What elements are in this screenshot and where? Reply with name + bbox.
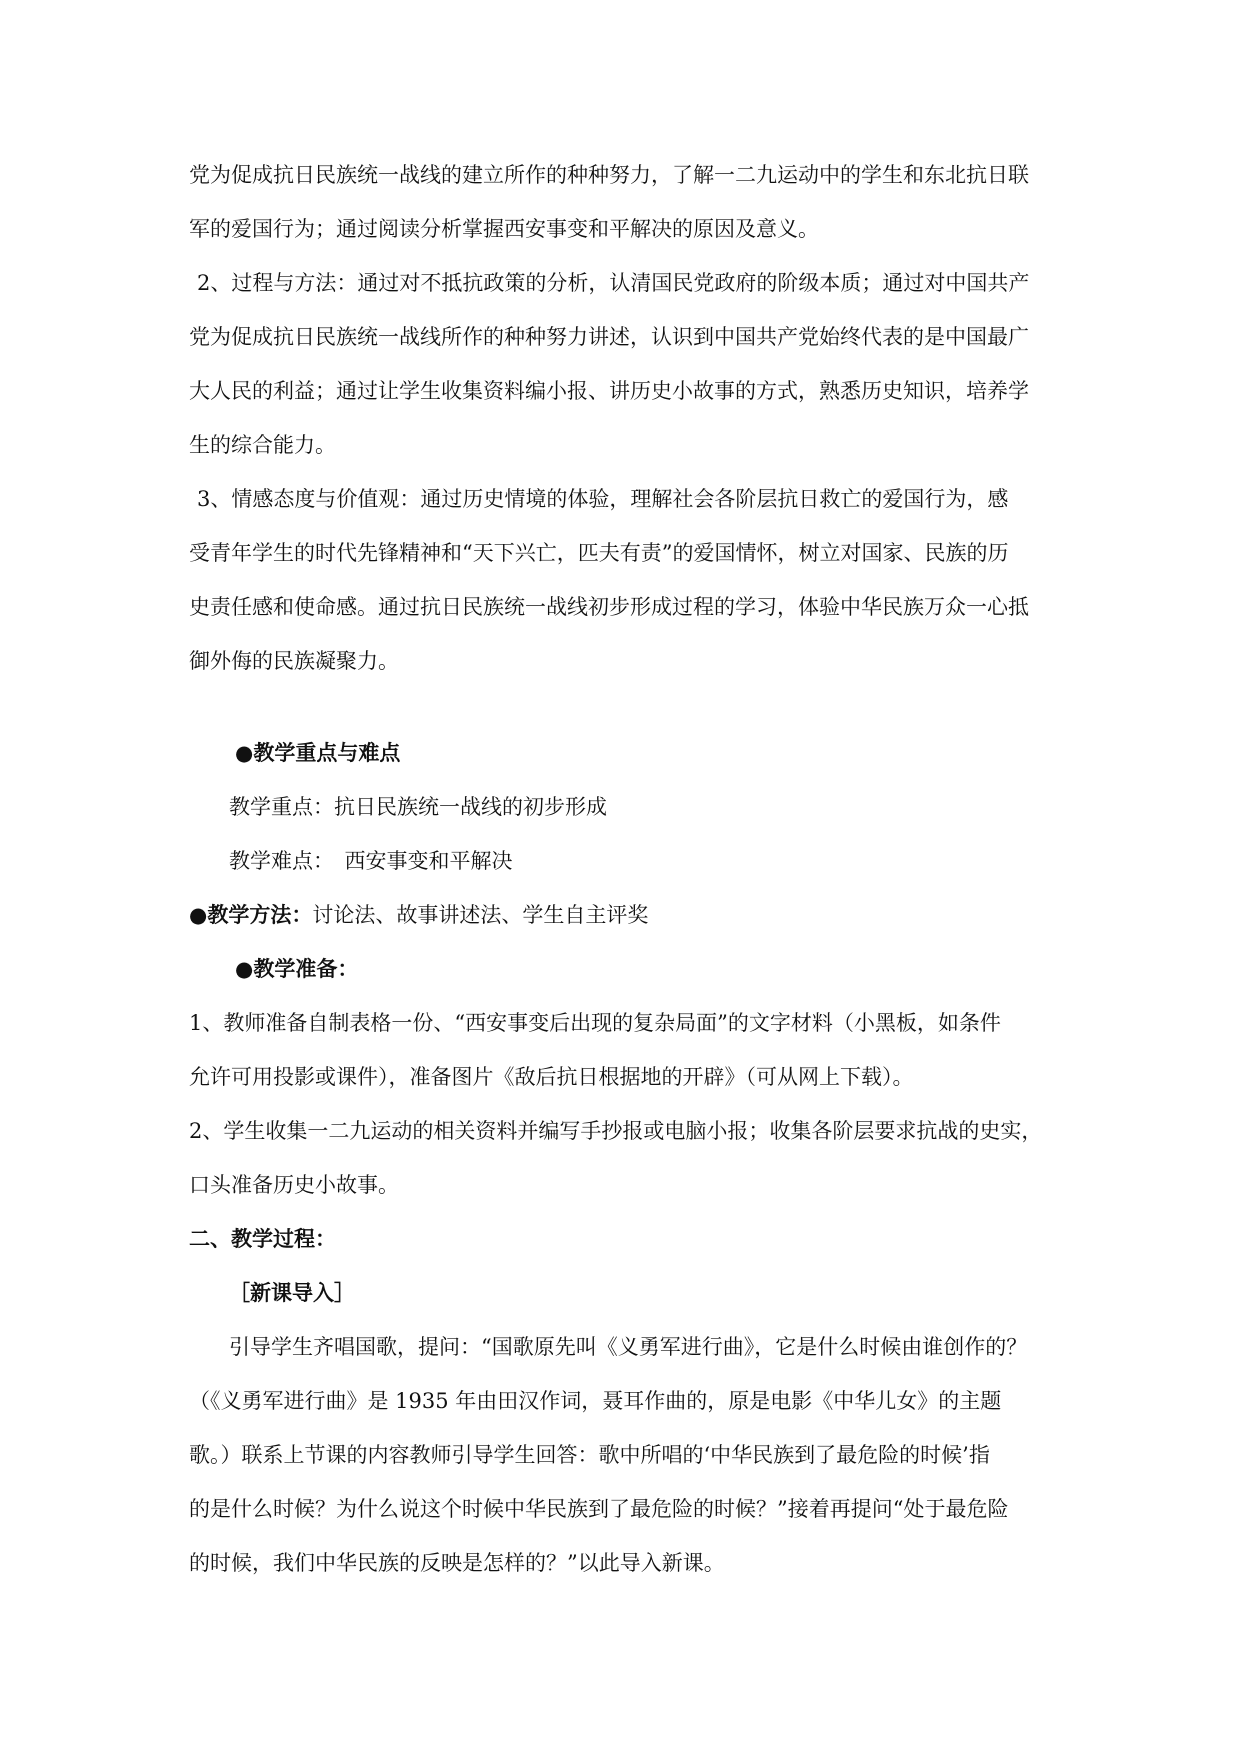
- objective-knowledge-line-2: 军的爱国行为；通过阅读分析掌握西安事变和平解决的原因及意义。: [189, 217, 819, 241]
- method-text: 讨论法、故事讲述法、学生自主评奖: [312, 903, 649, 927]
- process-heading: 二、教学过程：: [189, 1226, 336, 1251]
- intro-line-1: 引导学生齐唱国歌，提问：“国歌原先叫《义勇军进行曲》，它是什么时候由谁创作的？: [229, 1335, 1028, 1359]
- objective-knowledge-line-1: 党为促成抗日民族统一战线的建立所作的种种努力，了解一二九运动中的学生和东北抗日联: [189, 163, 1029, 187]
- key-points-focus: 教学重点：抗日民族统一战线的初步形成: [229, 795, 607, 819]
- intro-line-3: 歌。）联系上节课的内容教师引导学生回答：歌中所唱的‘中华民族到了最危险的时候’指: [189, 1443, 990, 1467]
- intro-heading: ［新课导入］: [229, 1280, 355, 1305]
- objective-process-line-1: 2、过程与方法：通过对不抵抗政策的分析，认清国民党政府的阶级本质；通过对中国共产: [197, 271, 1030, 295]
- intro-line-5: 的时候，我们中华民族的反映是怎样的？”以此导入新课。: [189, 1551, 725, 1575]
- objective-emotion-line-1: 3、情感态度与价值观：通过历史情境的体验，理解社会各阶层抗日救亡的爱国行为，感: [197, 487, 1009, 511]
- objective-emotion-line-2: 受青年学生的时代先锋精神和“天下兴亡，匹夫有责”的爱国情怀，树立对国家、民族的历: [189, 541, 1009, 565]
- preparation-item2-line-1: 2、学生收集一二九运动的相关资料并编写手抄报或电脑小报；收集各阶层要求抗战的史实，: [189, 1119, 1043, 1143]
- preparation-item1-line-1: 1、教师准备自制表格一份、“西安事变后出现的复杂局面”的文字材料（小黑板，如条件: [189, 1011, 1001, 1035]
- objective-process-line-2: 党为促成抗日民族统一战线所作的种种努力讲述，认识到中国共产党始终代表的是中国最广: [189, 325, 1029, 349]
- intro-line-4: 的是什么时候？为什么说这个时候中华民族到了最危险的时候？”接着再提问“处于最危险: [189, 1497, 1009, 1521]
- method-label: ●教学方法：: [189, 902, 313, 927]
- method-line: [189, 900, 1059, 930]
- preparation-heading: ●教学准备：: [235, 956, 359, 981]
- key-points-heading: ●教学重点与难点: [235, 740, 401, 765]
- objective-emotion-line-4: 御外侮的民族凝聚力。: [189, 649, 399, 673]
- preparation-item2-line-2: 口头准备历史小故事。: [189, 1173, 399, 1197]
- intro-line-2: （《义勇军进行曲》是 1935 年由田汉作词，聂耳作曲的，原是电影《中华儿女》的主题: [189, 1389, 1002, 1413]
- preparation-item1-line-2: 允许可用投影或课件），准备图片《敌后抗日根据地的开辟》（可从网上下载）。: [189, 1065, 914, 1089]
- key-points-difficulty: 教学难点： 西安事变和平解决: [229, 849, 513, 873]
- objective-process-line-3: 大人民的利益；通过让学生收集资料编小报、讲历史小故事的方式，熟悉历史知识，培养学: [189, 379, 1029, 403]
- objective-process-line-4: 生的综合能力。: [189, 433, 336, 457]
- objective-emotion-line-3: 史责任感和使命感。通过抗日民族统一战线初步形成过程的学习，体验中华民族万众一心抵: [189, 595, 1029, 619]
